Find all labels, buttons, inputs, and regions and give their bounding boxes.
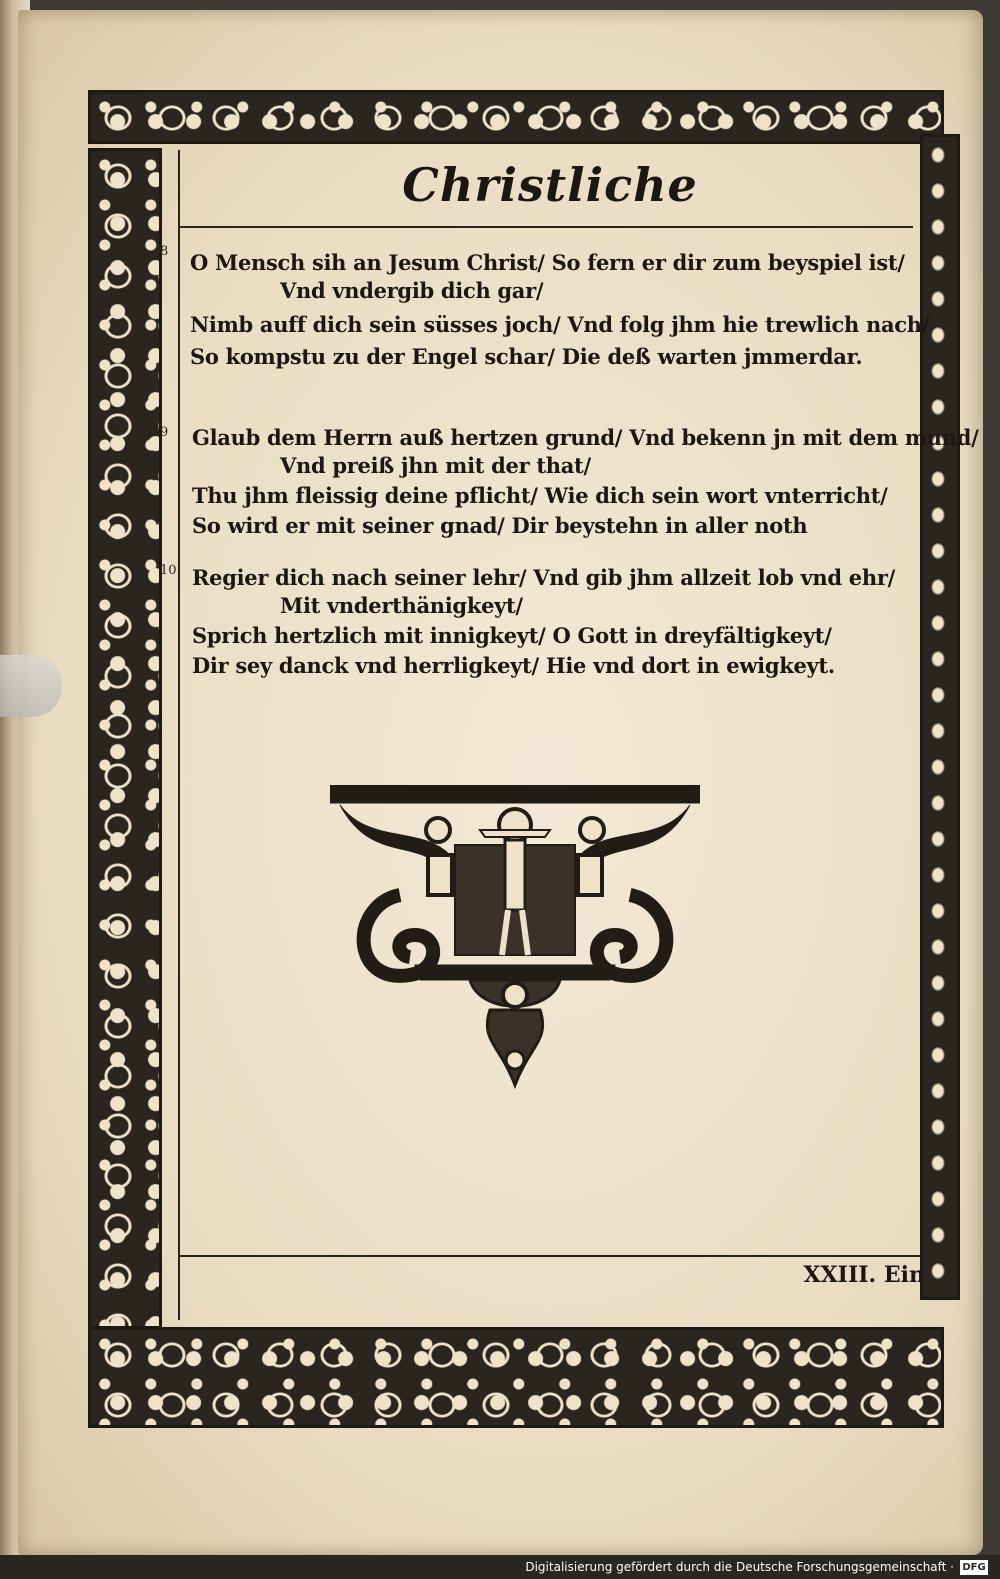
verse-line: So wird er mit seiner gnad/ Dir beystehn in aller noth xyxy=(192,513,808,538)
frame-rule-vertical xyxy=(178,150,180,1320)
ornamental-border-bottom xyxy=(88,1327,944,1428)
verse-line: Vnd vndergib dich gar/ xyxy=(280,278,544,303)
ornamental-border-right xyxy=(920,134,960,1300)
frame-rule-bottom xyxy=(178,1255,928,1257)
frame-rule-top xyxy=(178,226,913,228)
ornamental-border-top xyxy=(88,90,944,144)
page-tab-marker xyxy=(0,655,62,717)
digitization-footer xyxy=(0,1555,1000,1579)
verse-line: Sprich hertzlich mit innigkeyt/ O Gott in dreyfältigkeyt/ xyxy=(192,623,832,648)
verse-line: Dir sey danck vnd herrligkeyt/ Hie vnd dort in ewigkeyt. xyxy=(192,653,835,678)
book-page xyxy=(18,10,983,1555)
verse-line: Regier dich nach seiner lehr/ Vnd gib jhm allzeit lob vnd ehr/ xyxy=(192,565,895,590)
page-title: Christliche xyxy=(402,158,698,212)
woodcut-vignette xyxy=(330,785,700,1105)
dfg-logo: DFG xyxy=(960,1560,988,1575)
verse-number: 9 xyxy=(160,425,169,440)
footer-credit: Digitalisierung gefördert durch die Deutsche Forschungsgemeinschaft · xyxy=(525,1560,954,1574)
catchword: XXIII. Ein xyxy=(803,1262,925,1288)
verse-number: 10 xyxy=(160,563,177,578)
verse-line: Vnd preiß jhn mit der that/ xyxy=(280,453,591,478)
verse-line: O Mensch sih an Jesum Christ/ So fern er dir zum beyspiel ist/ xyxy=(190,250,905,275)
verse-line: So kompstu zu der Engel schar/ Die deß warten jmmerdar. xyxy=(190,344,863,369)
verse-line: Thu jhm fleissig deine pflicht/ Wie dich sein wort vnterricht/ xyxy=(192,483,888,508)
verse-number: 8 xyxy=(160,244,169,259)
ornamental-border-left xyxy=(88,148,162,1329)
verse-line: Glaub dem Herrn auß hertzen grund/ Vnd bekenn jn mit dem mund/ xyxy=(192,425,979,450)
verse-line: Nimb auff dich sein süsses joch/ Vnd folg jhm hie trewlich nach/ xyxy=(190,312,930,337)
verse-line: Mit vnderthänigkeyt/ xyxy=(280,593,523,618)
